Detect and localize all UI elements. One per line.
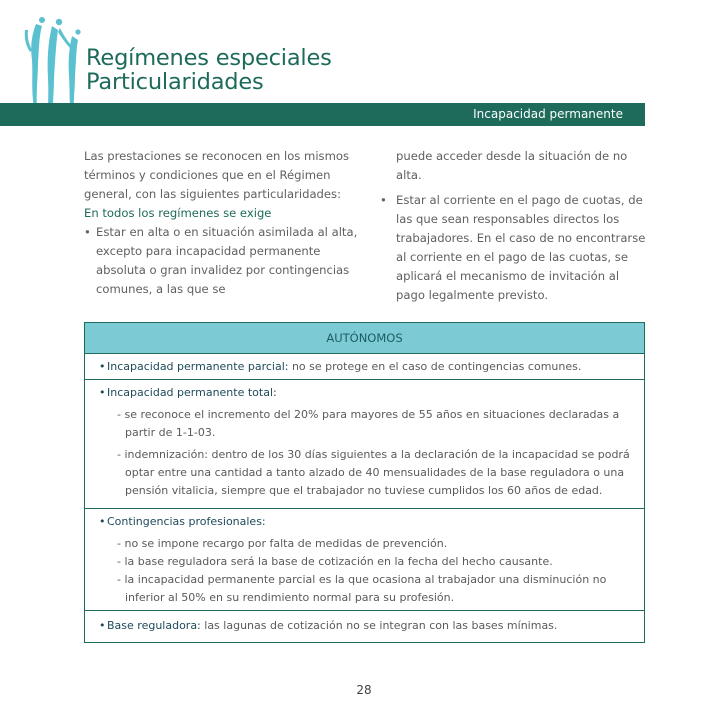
row-label: Contingencias profesionales:: [107, 515, 266, 528]
row-base: [99, 617, 638, 635]
intro-paragraph: Las prestaciones se reconocen en los mismos términos y condiciones que en el Régimen general, con las siguientes particularidades:: [84, 149, 350, 201]
row-text: no se protege en el caso de contingencias comunes.: [288, 360, 582, 373]
list-item: - la base reguladora será la base de cotización en la fecha del hecho causante.: [117, 555, 553, 568]
list-item: - indemnización: dentro de los 30 días siguientes a la declaración de la incapacidad se podrá optar entre una cantidad a tanto alzado de 40 mensualidades de la base reguladora o una pensión vitalicia, siempre que el trabajador no tuviese cumplidos los 60 años de edad.: [117, 448, 630, 497]
table-header: AUTÓNOMOS: [85, 323, 644, 354]
requirement-bullet-1: • Estar en alta o en situación asimilada al alta, excepto para incapacidad permanente absoluta o gran invalidez por contingencias comunes, a las que se: [84, 223, 358, 299]
page-title: [86, 46, 332, 94]
requirement-bullet-2: • Estar al corriente en el pago de cuotas, de las que sean responsables directos los trabajadores. En el caso de no encontrarse al corriente en el pago de las cuotas, se aplicará el mecanismo de invitación al pago legalmente previsto.: [378, 191, 648, 305]
row-total: [99, 384, 638, 402]
right-column: [378, 147, 648, 305]
row-parcial: [99, 358, 638, 376]
table-row: [85, 509, 644, 611]
list-item: - se reconoce el incremento del 20% para mayores de 55 años en situaciones declaradas a partir de 1-1-03.: [117, 408, 620, 439]
row-label: Incapacidad permanente parcial:: [107, 360, 289, 373]
table-row: [85, 354, 644, 380]
row-label: Incapacidad permanente total:: [107, 386, 277, 399]
section-band: [0, 103, 645, 126]
row-text: las lagunas de cotización no se integran con las bases mínimas.: [200, 619, 558, 632]
table-row: [85, 611, 644, 642]
row-profesionales: [99, 513, 638, 531]
row-label: Base reguladora:: [107, 619, 201, 632]
list-item: - la incapacidad permanente parcial es la que ocasiona al trabajador una disminución no inferior al 50% en su rendimiento normal para su profesión.: [117, 573, 607, 604]
title-line-1: Regímenes especiales: [86, 45, 332, 71]
title-line-2: Particularidades: [86, 69, 264, 95]
section-label: Incapacidad permanente: [473, 107, 623, 121]
page-number: 28: [356, 683, 372, 697]
left-column: [84, 147, 358, 299]
subheading: En todos los regímenes se exige: [84, 206, 272, 220]
table-row: [85, 380, 644, 509]
autonomos-table: [84, 322, 645, 643]
list-item: - no se impone recargo por falta de medidas de prevención.: [117, 537, 448, 550]
bullet-1-continuation: puede acceder desde la situación de no alta.: [396, 149, 628, 182]
